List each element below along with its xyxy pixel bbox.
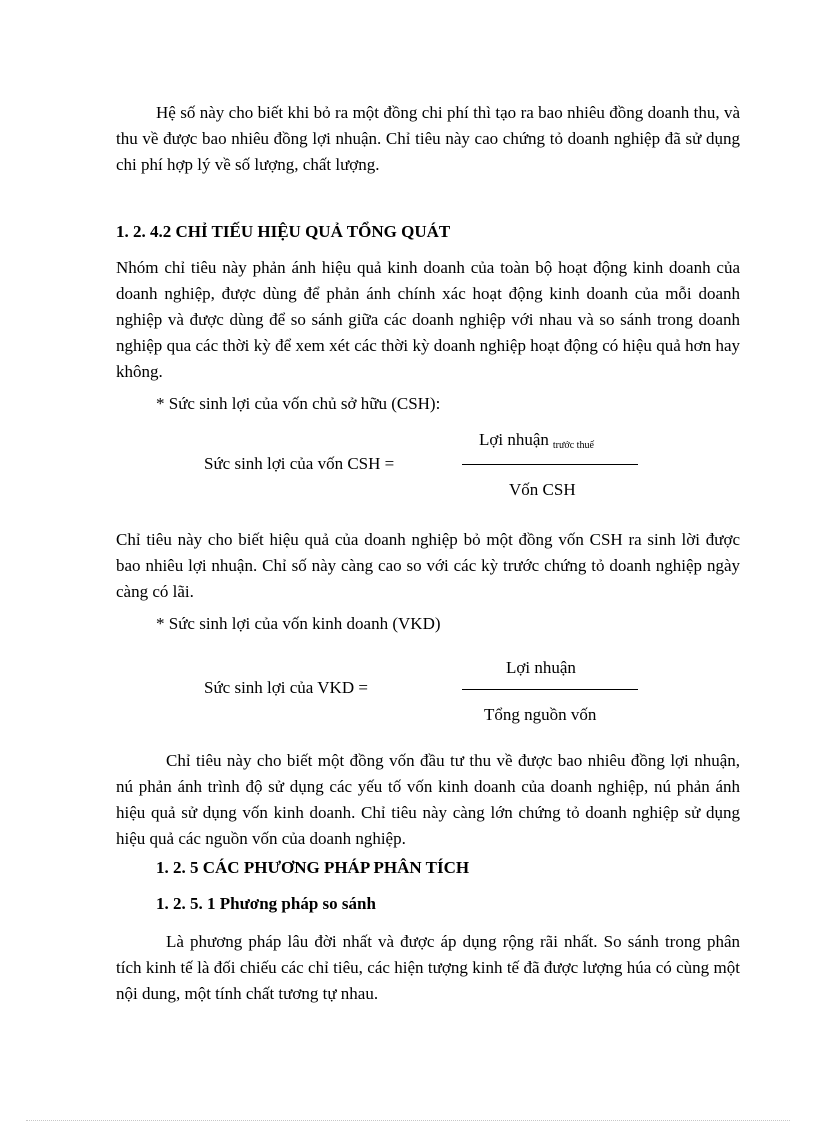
subsection-heading-1-2-5-1: 1. 2. 5. 1 Phương pháp so sánh bbox=[156, 894, 376, 913]
vkd-bullet: * Sức sinh lợi của vốn kinh doanh (VKD) bbox=[156, 614, 441, 633]
csh-numerator-subscript: trước thuế bbox=[552, 440, 594, 451]
vkd-fraction-bar bbox=[462, 689, 638, 690]
csh-fraction-bar bbox=[462, 464, 638, 465]
section-1-2-4-2-paragraph: Nhóm chỉ tiêu này phản ánh hiệu quả kinh doanh của toàn bộ hoạt động kinh doanh của doanh nghiệp, được dùng để phản ánh chính xác hoạt động kinh doanh của mỗi doanh nghiệp và được dùng để so sánh giữa các doanh nghiệp với nhau và so sánh trong doanh nghiệp qua các thời kỳ để xem xét các thời kỳ doanh nghiệp hoạt động có hiệu quả hơn hay không. bbox=[116, 258, 740, 381]
csh-numerator-text: Lợi nhuận bbox=[479, 430, 549, 449]
vkd-formula-label: Sức sinh lợi của VKD = bbox=[204, 678, 368, 697]
csh-denominator: Vốn CSH bbox=[509, 480, 576, 499]
section-heading-1-2-4-2: 1. 2. 4.2 CHỈ TIẾU HIỆU QUẢ TỔNG QUÁT bbox=[116, 222, 451, 241]
csh-numerator bbox=[479, 430, 594, 451]
page-bottom-divider bbox=[26, 1120, 790, 1121]
vkd-denominator: Tổng nguồn vốn bbox=[484, 705, 597, 724]
vkd-numerator: Lợi nhuận bbox=[506, 658, 576, 677]
csh-explanation: Chỉ tiêu này cho biết hiệu quả của doanh nghiệp bỏ một đồng vốn CSH ra sinh lời được bao nhiêu lợi nhuận. Chỉ số này càng cao so với các kỳ trước chứng tỏ doanh nghiệp ngày càng có lãi. bbox=[116, 530, 740, 601]
section-heading-1-2-5: 1. 2. 5 CÁC PHƯƠNG PHÁP PHÂN TÍCH bbox=[156, 858, 470, 877]
section-1-2-5-1-paragraph: Là phương pháp lâu đời nhất và được áp dụng rộng rãi nhất. So sánh trong phân tích kinh tế là đối chiếu các chỉ tiêu, các hiện tượng kinh tế đã được lượng húa có cùng một nội dung, một tính chất tương tự nhau. bbox=[116, 932, 740, 1003]
csh-formula-label: Sức sinh lợi của vốn CSH = bbox=[204, 454, 395, 473]
vkd-explanation: Chỉ tiêu này cho biết một đồng vốn đầu tư thu về được bao nhiêu đồng lợi nhuận, nú phản ánh trình độ sử dụng các yếu tố vốn kinh doanh của doanh nghiệp, nú phản ánh hiệu quả sử dụng vốn kinh doanh. Chỉ tiêu này càng lớn chứng tỏ doanh nghiệp sử dụng hiệu quả các nguồn vốn của doanh nghiệp. bbox=[116, 751, 740, 848]
intro-paragraph: Hệ số này cho biết khi bỏ ra một đồng chi phí thì tạo ra bao nhiêu đồng doanh thu, và thu về được bao nhiêu đồng lợi nhuận. Chỉ tiêu này cao chứng tỏ doanh nghiệp đã sử dụng chi phí hợp lý về số lượng, chất lượng. bbox=[116, 103, 740, 174]
csh-bullet: * Sức sinh lợi của vốn chủ sở hữu (CSH): bbox=[156, 394, 441, 413]
